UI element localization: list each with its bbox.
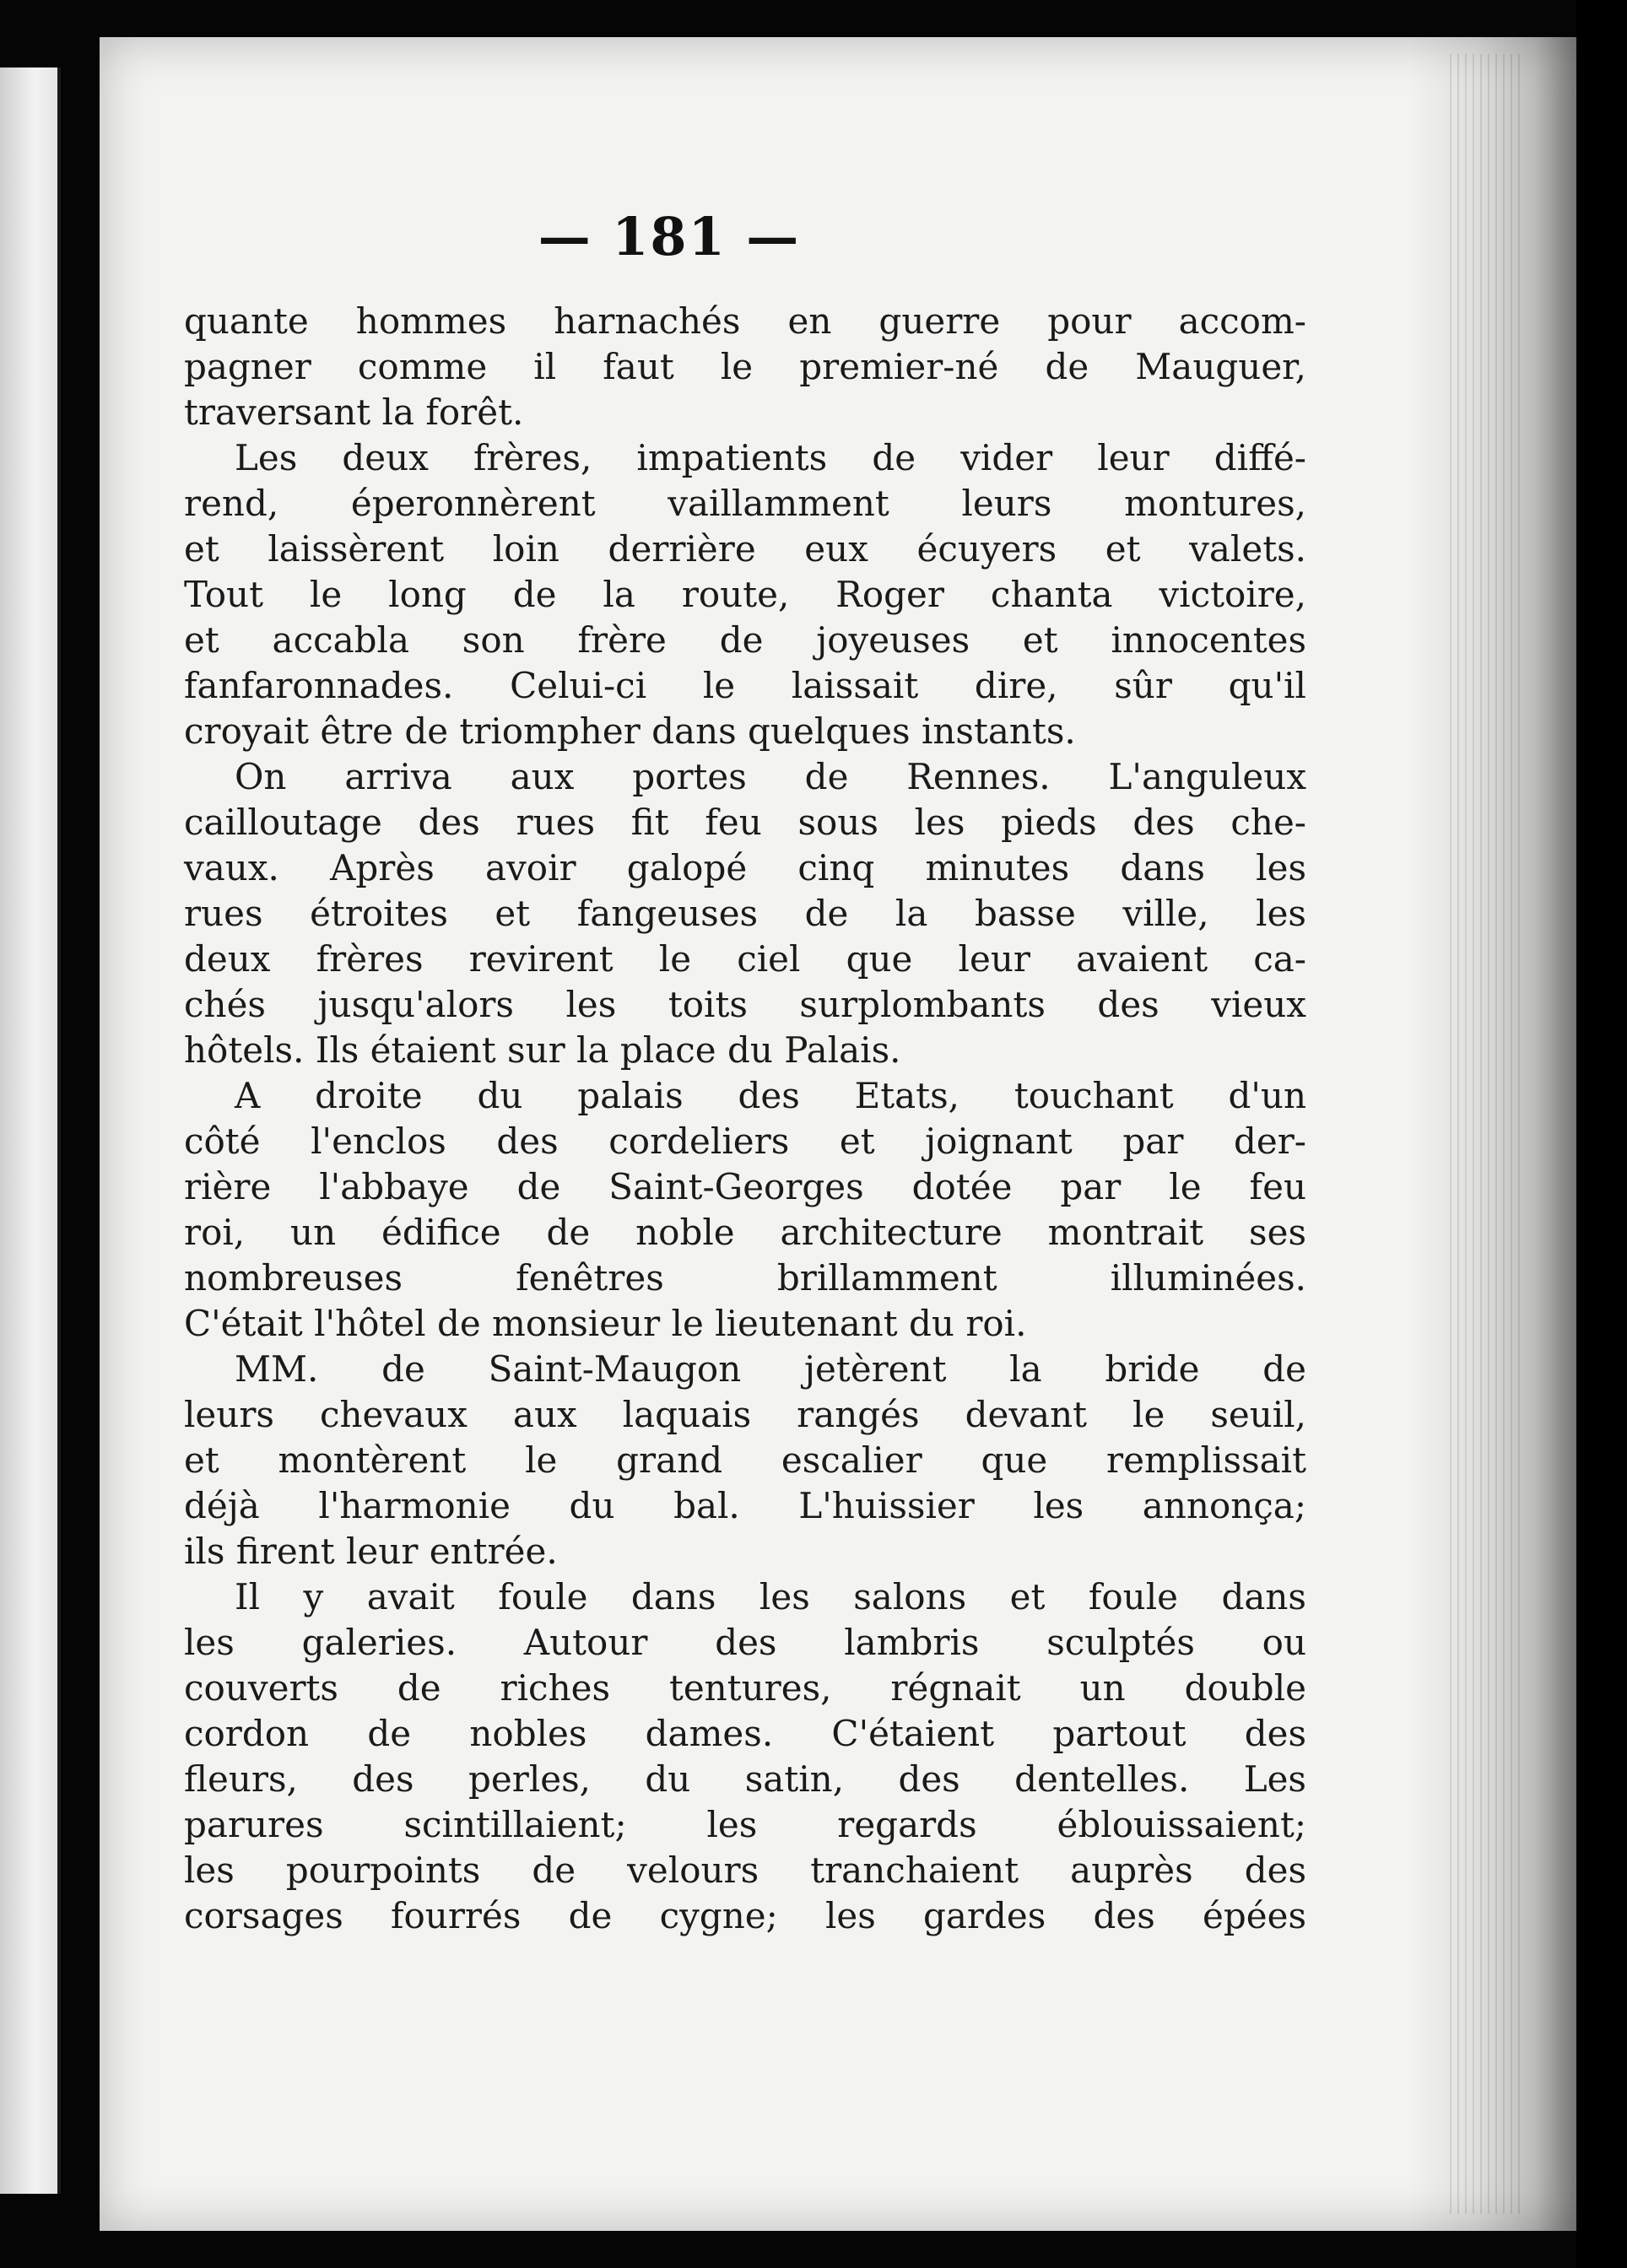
page-edge-striations bbox=[1450, 54, 1526, 2214]
text-line: rière l'abbaye de Saint-Georges dotée par le feu bbox=[184, 1166, 1306, 1207]
text-line: rend, éperonnèrent vaillamment leurs montures, bbox=[184, 483, 1306, 524]
text-line: MM. de Saint-Maugon jetèrent la bride de bbox=[235, 1348, 1306, 1390]
text-line: Il y avait foule dans les salons et foule dans bbox=[235, 1576, 1306, 1617]
text-line: vaux. Après avoir galopé cinq minutes dans les bbox=[184, 847, 1306, 888]
text-line: côté l'enclos des cordeliers et joignant par der- bbox=[184, 1120, 1306, 1162]
text-line: et montèrent le grand escalier que remplissait bbox=[184, 1439, 1306, 1481]
text-line: On arriva aux portes de Rennes. L'anguleux bbox=[235, 756, 1306, 797]
text-line: fleurs, des perles, du satin, des dentelles. Les bbox=[184, 1758, 1306, 1800]
book-page bbox=[100, 37, 1576, 2231]
text-line: couverts de riches tentures, régnait un double bbox=[184, 1667, 1306, 1709]
text-line: corsages fourrés de cygne; les gardes des épées bbox=[184, 1895, 1306, 1936]
page-number: — 181 — bbox=[538, 206, 801, 267]
text-line: Tout le long de la route, Roger chanta victoire, bbox=[184, 574, 1306, 615]
text-line: pagner comme il faut le premier-né de Mauguer, bbox=[184, 346, 1306, 387]
text-line: et accabla son frère de joyeuses et innocentes bbox=[184, 619, 1306, 661]
text-line: ils firent leur entrée. bbox=[184, 1531, 558, 1572]
text-line: fanfaronnades. Celui-ci le laissait dire, sûr qu'il bbox=[184, 665, 1306, 706]
text-line: chés jusqu'alors les toits surplombants des vieux bbox=[184, 984, 1306, 1025]
text-line: deux frères revirent le ciel que leur avaient ca- bbox=[184, 938, 1306, 980]
text-line: les galeries. Autour des lambris sculptés ou bbox=[184, 1622, 1306, 1663]
text-line: traversant la forêt. bbox=[184, 392, 524, 433]
text-line: Les deux frères, impatients de vider leur diffé- bbox=[235, 437, 1306, 478]
text-line: les pourpoints de velours tranchaient auprès des bbox=[184, 1850, 1306, 1891]
text-line: hôtels. Ils étaient sur la place du Palais. bbox=[184, 1029, 901, 1071]
text-line: A droite du palais des Etats, touchant d'un bbox=[235, 1075, 1306, 1116]
text-line: leurs chevaux aux laquais rangés devant le seuil, bbox=[184, 1394, 1306, 1435]
text-line: rues étroites et fangeuses de la basse ville, les bbox=[184, 893, 1306, 934]
text-line: cordon de nobles dames. C'étaient partout des bbox=[184, 1713, 1306, 1754]
text-line: nombreuses fenêtres brillamment illuminées. bbox=[184, 1257, 1306, 1299]
scan-border bbox=[1576, 0, 1627, 2268]
text-line: croyait être de triompher dans quelques instants. bbox=[184, 710, 1076, 752]
text-line: déjà l'harmonie du bal. L'huissier les annonça; bbox=[184, 1485, 1306, 1526]
text-line: et laissèrent loin derrière eux écuyers et valets. bbox=[184, 528, 1306, 570]
body-text bbox=[184, 299, 1306, 1939]
text-line: C'était l'hôtel de monsieur le lieutenant du roi. bbox=[184, 1303, 1027, 1344]
text-line: parures scintillaient; les regards éblouissaient; bbox=[184, 1804, 1306, 1845]
text-line: cailloutage des rues fit feu sous les pieds des che- bbox=[184, 802, 1306, 843]
text-line: quante hommes harnachés en guerre pour accom- bbox=[184, 300, 1306, 342]
text-line: roi, un édifice de noble architecture montrait ses bbox=[184, 1212, 1306, 1253]
facing-page-edge bbox=[0, 68, 61, 2194]
